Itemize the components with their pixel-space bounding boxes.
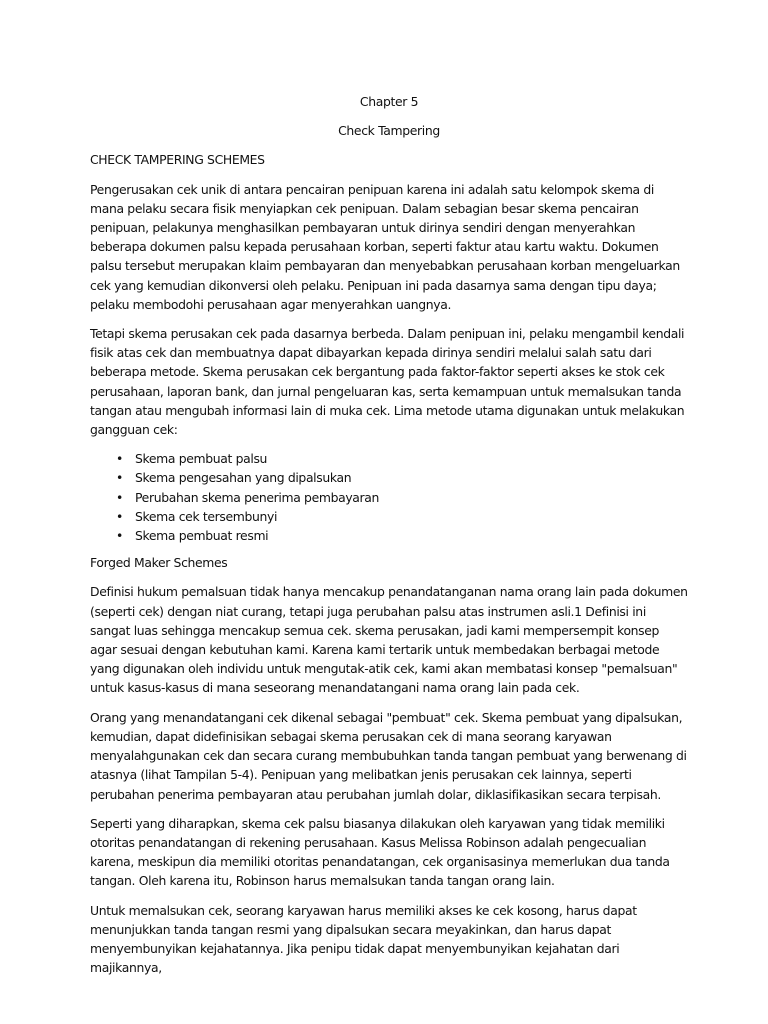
list-item — [116, 449, 688, 468]
list-item — [116, 468, 688, 487]
paragraph: Tetapi skema perusakan cek pada dasarnya berbeda. Dalam penipuan ini, pelaku mengambil kendali fisik atas cek dan membuatnya dapat dibayarkan kepada dirinya sendiri melalui salah satu dari beberapa metode. Skema perusakan cek bergantung pada faktor-faktor seperti akses ke stok cek perusahaan, laporan bank, dan jurnal pengeluaran kas, serta kemampuan untuk memalsukan tanda tangan atau mengubah informasi lain di muka cek. Lima metode utama digunakan untuk melakukan gangguan cek: — [90, 326, 685, 438]
bullet-icon: • — [116, 470, 123, 486]
bullet-icon: • — [116, 508, 123, 524]
paragraph: Orang yang menandatangani cek dikenal sebagai "pembuat" cek. Skema pembuat yang dipalsukan, kemudian, dapat didefinisikan sebagai skema perusakan cek di mana seorang karyawan menyalahgunakan cek dan secara curang membubuhkan tanda tangan pembuat yang berwenang di atasnya (lihat Tampilan 5-4). Penipuan yang melibatkan jenis perusakan cek lainnya, seperti perubahan penerima pembayaran atau perubahan jumlah dolar, diklasifikasikan secara terpisah. — [90, 709, 687, 802]
list-item-text: Skema cek tersembunyi — [135, 508, 278, 524]
paragraph: Pengerusakan cek unik di antara pencairan penipuan karena ini adalah satu kelompok skema di mana pelaku secara fisik menyiapkan cek penipuan. Dalam sebagian besar skema pencairan penipuan, pelakunya menghasilkan pembayaran untuk dirinya sendiri dengan menyerahkan beberapa dokumen palsu kepada perusahaan korban, seperti faktur atau kartu waktu. Dokumen palsu tersebut merupakan klaim pembayaran dan menyebabkan perusahaan korban mengeluarkan cek yang kemudian dikonversi oleh pelaku. Penipuan ini pada dasarnya sama dengan tipu daya; pelaku membodohi perusahaan agar menyerahkan uangnya. — [90, 181, 680, 312]
bullet-icon: • — [116, 528, 123, 544]
list-item — [116, 507, 688, 526]
section-heading: CHECK TAMPERING SCHEMES — [90, 152, 265, 168]
list-item-text: Skema pembuat palsu — [135, 451, 268, 467]
bullet-list — [90, 449, 688, 545]
bullet-icon: • — [116, 451, 123, 467]
chapter-label: Chapter 5 — [359, 94, 419, 109]
list-item — [116, 526, 688, 545]
bullet-icon: • — [116, 489, 123, 505]
paragraph: Seperti yang diharapkan, skema cek palsu biasanya dilakukan oleh karyawan yang tidak memiliki otoritas penandatangan di rekening perusahaan. Kasus Melissa Robinson adalah pengecualian karena, meskipun dia memiliki otoritas penandatangan, cek organisasinya memerlukan dua tanda tangan. Oleh karena itu, Robinson harus memalsukan tanda tangan orang lain. — [90, 815, 670, 889]
paragraph: Untuk memalsukan cek, seorang karyawan harus memiliki akses ke cek kosong, harus dapat menunjukkan tanda tangan resmi yang dipalsukan secara meyakinkan, dan harus dapat menyembunyikan kejahatannya. Jika penipu tidak dapat menyembunyikan kejahatan dari majikannya, — [90, 902, 637, 976]
document-page — [90, 92, 688, 987]
subsection-heading: Forged Maker Schemes — [90, 555, 228, 571]
list-item-text: Skema pengesahan yang dipalsukan — [135, 470, 352, 486]
list-item-text: Skema pembuat resmi — [135, 528, 269, 544]
list-item-text: Perubahan skema penerima pembayaran — [135, 489, 380, 505]
chapter-title: Check Tampering — [338, 123, 440, 139]
list-item — [116, 488, 688, 507]
paragraph: Definisi hukum pemalsuan tidak hanya mencakup penandatanganan nama orang lain pada dokumen (seperti cek) dengan niat curang, tetapi juga perubahan palsu atas instrumen asli.1 Definisi ini sangat luas sehingga mencakup semua cek. skema perusakan, jadi kami mempersempit konsep agar sesuai dengan kebutuhan kami. Karena kami tertarik untuk membedakan berbagai metode yang digunakan oleh individu untuk mengutak-atik cek, kami akan membatasi konsep "pemalsuan" untuk kasus-kasus di mana seseorang menandatangani nama orang lain pada cek. — [90, 584, 688, 696]
